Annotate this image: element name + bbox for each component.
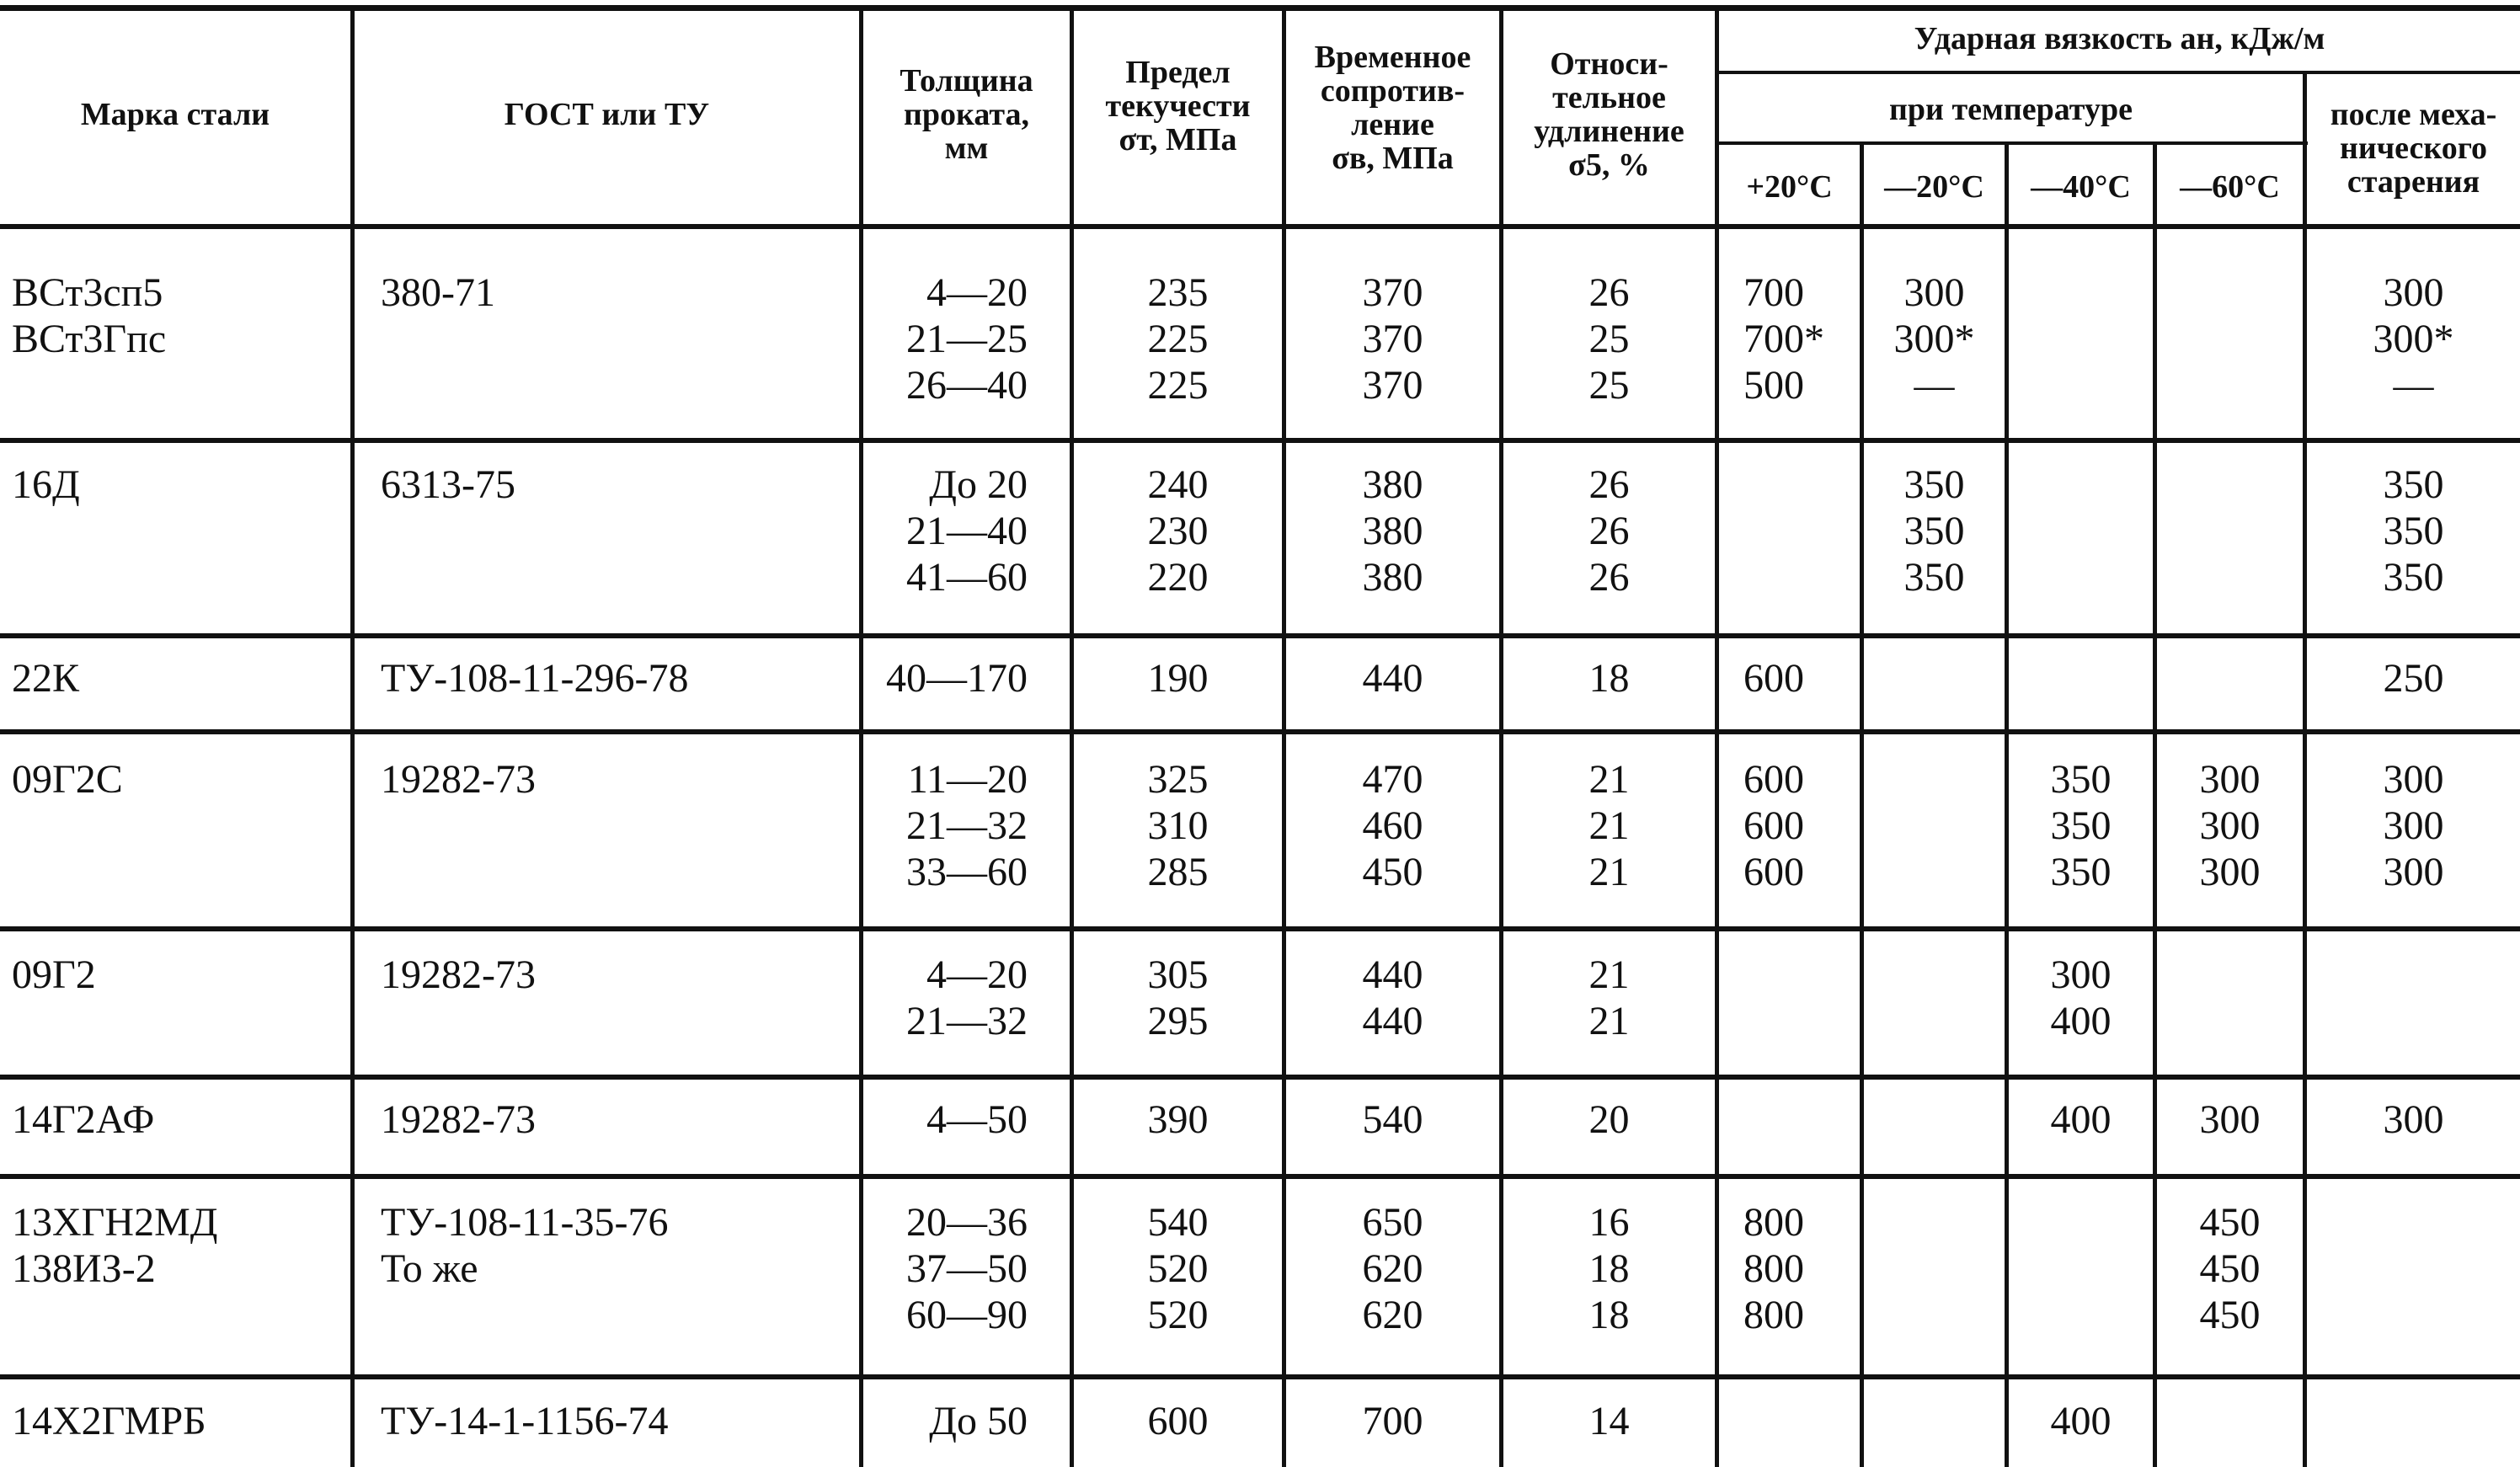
cell-value: 390	[1147, 1097, 1209, 1142]
cell-value: 09Г2С	[12, 757, 123, 802]
cell-value: ТУ-14-1-1156-74	[381, 1399, 669, 1443]
cell-value: 300*	[2373, 317, 2454, 361]
cell-value: 300	[2199, 850, 2261, 894]
cell-value: 520	[1147, 1246, 1209, 1291]
cell-thickness	[868, 756, 1028, 895]
cell-t20	[1743, 269, 1853, 408]
cell-value: 350	[2383, 462, 2444, 507]
cell-value: ТУ-108-11-35-76	[381, 1200, 669, 1245]
cell-tm40	[2009, 756, 2153, 895]
cell-value: 450	[2199, 1200, 2261, 1245]
cell-aging	[2307, 461, 2520, 600]
cell-value: 325	[1147, 757, 1209, 802]
impact-header-rule	[1718, 71, 2520, 74]
cell-value: 540	[1362, 1097, 1423, 1142]
cell-value: ТУ-108-11-296-78	[381, 656, 689, 701]
cell-value: 19282-73	[381, 1097, 536, 1142]
header-line: тельное	[1552, 80, 1666, 115]
cell-value: 21—25	[906, 317, 1028, 361]
cell-value: 310	[1147, 803, 1209, 848]
header-line: сопротив-	[1320, 73, 1466, 109]
cell-value: 540	[1147, 1200, 1209, 1245]
cell-thickness	[868, 461, 1028, 600]
cell-value: 21—32	[906, 803, 1028, 848]
cell-tm60	[2157, 1096, 2303, 1143]
cell-value: 600	[1147, 1399, 1209, 1443]
cell-value: 800	[1743, 1200, 1804, 1245]
cell-value: 300	[2050, 952, 2112, 997]
cell-value: ВСт3сп5	[12, 270, 163, 315]
cell-value: 33—60	[906, 850, 1028, 894]
header-at-temperature: при температуре	[1889, 92, 2133, 127]
cell-tm20	[1864, 269, 2005, 408]
cell-tensile	[1286, 1398, 1499, 1444]
cell-value: 305	[1147, 952, 1209, 997]
cell-value: 370	[1362, 363, 1423, 408]
cell-value: 21—32	[906, 999, 1028, 1043]
cell-value: 460	[1362, 803, 1423, 848]
cell-value: 4—20	[926, 270, 1028, 315]
cell-aging	[2307, 655, 2520, 701]
cell-gost	[381, 1096, 852, 1143]
cell-elongation	[1503, 1199, 1715, 1338]
cell-value: 370	[1362, 270, 1423, 315]
cell-value: 26	[1588, 270, 1630, 315]
cell-value: 350	[2050, 757, 2112, 802]
cell-thickness	[868, 1199, 1028, 1338]
cell-value: 225	[1147, 317, 1209, 361]
cell-value: 450	[2199, 1246, 2261, 1291]
header-thickness	[863, 64, 1070, 165]
cell-value: 40—170	[886, 656, 1028, 701]
cell-value: 16	[1588, 1200, 1630, 1245]
cell-value: До 20	[929, 462, 1028, 507]
header-steel-grade: Марка стали	[80, 97, 270, 132]
header-temp-minus20: —20°C	[1884, 169, 1984, 205]
cell-value: ВСт3Гпс	[12, 317, 167, 361]
cell-elongation	[1503, 1096, 1715, 1143]
cell-value: 20	[1588, 1097, 1630, 1142]
cell-tensile	[1286, 952, 1499, 1044]
cell-value: 800	[1743, 1246, 1804, 1291]
cell-tensile	[1286, 461, 1499, 600]
cell-value: 350	[1903, 462, 1965, 507]
header-line: текучести	[1105, 88, 1251, 124]
cell-yield	[1074, 269, 1282, 408]
cell-value: 18	[1588, 1246, 1630, 1291]
cell-thickness	[868, 952, 1028, 1044]
cell-tm40	[2009, 952, 2153, 1044]
row-rule	[0, 1174, 2520, 1179]
cell-value: 295	[1147, 999, 1209, 1043]
row-rule	[0, 438, 2520, 443]
column-rule	[859, 8, 863, 1467]
cell-thickness	[868, 655, 1028, 701]
header-line: Толщина	[900, 63, 1033, 99]
cell-value: 60—90	[906, 1293, 1028, 1337]
header-line: после меха-	[2330, 97, 2497, 132]
header-line: удлинение	[1534, 114, 1684, 149]
cell-value: 19282-73	[381, 757, 536, 802]
header-line: Относи-	[1550, 46, 1668, 82]
cell-value: 500	[1743, 363, 1804, 408]
cell-value: 21	[1588, 952, 1630, 997]
cell-value: До 50	[929, 1399, 1028, 1443]
cell-value: То же	[381, 1246, 478, 1291]
cell-value: 300	[2383, 803, 2444, 848]
cell-grade	[12, 1398, 344, 1444]
header-line: σ5, %	[1568, 147, 1650, 183]
cell-gost	[381, 952, 852, 998]
cell-value: 370	[1362, 317, 1423, 361]
cell-value: 26	[1588, 462, 1630, 507]
header-yield-strength	[1074, 56, 1282, 157]
cell-value: 21	[1588, 850, 1630, 894]
header-line: Предел	[1125, 55, 1231, 90]
cell-value: 25	[1588, 317, 1630, 361]
temperature-header-rule	[1718, 141, 2308, 145]
cell-value: 300	[2383, 1097, 2444, 1142]
cell-yield	[1074, 1199, 1282, 1338]
cell-yield	[1074, 952, 1282, 1044]
cell-value: 4—20	[926, 952, 1028, 997]
cell-value: 14Г2АФ	[12, 1097, 155, 1142]
cell-t20	[1743, 756, 1853, 895]
header-temp-minus40: —40°C	[2031, 169, 2131, 205]
cell-value: 300	[2383, 757, 2444, 802]
cell-value: 250	[2383, 656, 2444, 701]
cell-aging	[2307, 756, 2520, 895]
cell-tm40	[2009, 1096, 2153, 1143]
cell-elongation	[1503, 952, 1715, 1044]
cell-gost	[381, 269, 852, 316]
cell-value: 650	[1362, 1200, 1423, 1245]
header-line: проката,	[904, 97, 1029, 132]
cell-value: 19282-73	[381, 952, 536, 997]
cell-value: 240	[1147, 462, 1209, 507]
cell-elongation	[1503, 655, 1715, 701]
column-rule	[350, 8, 355, 1467]
cell-value: 470	[1362, 757, 1423, 802]
cell-value: 700*	[1743, 317, 1824, 361]
cell-value: 190	[1147, 656, 1209, 701]
cell-value: 13ХГН2МД	[12, 1200, 218, 1245]
cell-tensile	[1286, 1199, 1499, 1338]
cell-value: 350	[2050, 850, 2112, 894]
cell-value: 21—40	[906, 509, 1028, 553]
cell-value: 11—20	[907, 757, 1028, 802]
cell-value: 440	[1362, 999, 1423, 1043]
cell-value: 6313-75	[381, 462, 515, 507]
cell-value: 26	[1588, 509, 1630, 553]
cell-value: 18	[1588, 1293, 1630, 1337]
cell-value: 700	[1743, 270, 1804, 315]
header-temp-minus60: —60°C	[2180, 169, 2280, 205]
cell-grade	[12, 269, 344, 362]
cell-value: 300*	[1893, 317, 1975, 361]
cell-gost	[381, 461, 852, 508]
header-line: нического	[2339, 131, 2488, 166]
cell-value: 14	[1588, 1399, 1630, 1443]
cell-value: 600	[1743, 656, 1804, 701]
cell-grade	[12, 1096, 344, 1143]
cell-value: 09Г2	[12, 952, 96, 997]
cell-value: 300	[2199, 803, 2261, 848]
cell-gost	[381, 756, 852, 803]
cell-thickness	[868, 269, 1028, 408]
cell-value: 20—36	[906, 1200, 1028, 1245]
cell-value: 440	[1362, 656, 1423, 701]
cell-aging	[2307, 1096, 2520, 1143]
cell-elongation	[1503, 756, 1715, 895]
cell-t20	[1743, 1199, 1853, 1338]
cell-value: 400	[2050, 1097, 2112, 1142]
cell-value: 37—50	[906, 1246, 1028, 1291]
cell-yield	[1074, 655, 1282, 701]
cell-value: 380-71	[381, 270, 495, 315]
row-rule	[0, 1075, 2520, 1080]
cell-tensile	[1286, 269, 1499, 408]
cell-value: 350	[2383, 509, 2444, 553]
cell-elongation	[1503, 461, 1715, 600]
cell-value: 380	[1362, 509, 1423, 553]
cell-value: 22К	[12, 656, 80, 701]
cell-value: 230	[1147, 509, 1209, 553]
cell-grade	[12, 1199, 344, 1292]
cell-gost	[381, 655, 852, 701]
header-line: σт, МПа	[1119, 122, 1237, 157]
cell-value: 380	[1362, 462, 1423, 507]
cell-value: 285	[1147, 850, 1209, 894]
cell-grade	[12, 756, 344, 803]
cell-tm40	[2009, 1398, 2153, 1444]
header-gost: ГОСТ или ТУ	[504, 97, 710, 132]
cell-grade	[12, 952, 344, 998]
header-line: мм	[944, 131, 989, 166]
cell-value: 800	[1743, 1293, 1804, 1337]
cell-value: 21	[1588, 999, 1630, 1043]
cell-tensile	[1286, 1096, 1499, 1143]
cell-value: 300	[1903, 270, 1965, 315]
cell-elongation	[1503, 1398, 1715, 1444]
cell-value: 16Д	[12, 462, 80, 507]
cell-tm20	[1864, 461, 2005, 600]
cell-value: 350	[2383, 555, 2444, 600]
header-temp-plus20: +20°C	[1746, 169, 1833, 205]
cell-value: 25	[1588, 363, 1630, 408]
row-rule	[0, 633, 2520, 638]
row-rule	[0, 729, 2520, 734]
cell-value: 4—50	[926, 1097, 1028, 1142]
cell-tensile	[1286, 756, 1499, 895]
cell-yield	[1074, 461, 1282, 600]
cell-value: 300	[2383, 270, 2444, 315]
header-line: старения	[2346, 164, 2480, 200]
header-line: Временное	[1314, 40, 1471, 75]
cell-aging	[2307, 269, 2520, 408]
cell-yield	[1074, 1096, 1282, 1143]
header-impact-toughness: Ударная вязкость aн, кДж/м	[1914, 21, 2325, 56]
cell-value: 380	[1362, 555, 1423, 600]
row-rule	[0, 926, 2520, 931]
cell-yield	[1074, 756, 1282, 895]
cell-yield	[1074, 1398, 1282, 1444]
cell-value: 21	[1588, 757, 1630, 802]
cell-elongation	[1503, 269, 1715, 408]
cell-value: 14Х2ГМРБ	[12, 1399, 206, 1443]
cell-gost	[381, 1398, 852, 1444]
cell-value: 350	[1903, 509, 1965, 553]
cell-value: 21	[1588, 803, 1630, 848]
cell-value: 350	[1903, 555, 1965, 600]
cell-value: 350	[2050, 803, 2112, 848]
cell-value: 225	[1147, 363, 1209, 408]
column-rule	[1715, 8, 1719, 1467]
cell-grade	[12, 655, 344, 701]
cell-grade	[12, 461, 344, 508]
cell-tm60	[2157, 756, 2303, 895]
cell-thickness	[868, 1398, 1028, 1444]
cell-value: 600	[1743, 850, 1804, 894]
header-after-aging	[2307, 98, 2520, 199]
cell-value: 450	[1362, 850, 1423, 894]
header-tensile-strength	[1286, 40, 1499, 175]
cell-value: —	[2393, 363, 2434, 408]
cell-value: 400	[2050, 1399, 2112, 1443]
cell-value: 26—40	[906, 363, 1028, 408]
cell-value: 450	[2199, 1293, 2261, 1337]
cell-value: 440	[1362, 952, 1423, 997]
cell-value: 220	[1147, 555, 1209, 600]
cell-tm60	[2157, 1199, 2303, 1338]
cell-value: 600	[1743, 757, 1804, 802]
row-rule	[0, 1374, 2520, 1379]
cell-value: 18	[1588, 656, 1630, 701]
cell-value: 300	[2199, 757, 2261, 802]
cell-gost	[381, 1199, 852, 1292]
header-bottom-rule	[0, 224, 2520, 229]
cell-value: 26	[1588, 555, 1630, 600]
cell-value: 400	[2050, 999, 2112, 1043]
header-line: σв, МПа	[1332, 141, 1454, 176]
cell-value: 235	[1147, 270, 1209, 315]
cell-value: 300	[2383, 850, 2444, 894]
cell-value: 620	[1362, 1293, 1423, 1337]
cell-value: 138ИЗ-2	[12, 1246, 156, 1291]
cell-tensile	[1286, 655, 1499, 701]
cell-thickness	[868, 1096, 1028, 1143]
table-top-rule	[0, 5, 2520, 11]
cell-t20	[1743, 655, 1853, 701]
cell-value: 700	[1362, 1399, 1423, 1443]
cell-value: 41—60	[906, 555, 1028, 600]
cell-value: 300	[2199, 1097, 2261, 1142]
header-elongation	[1503, 47, 1715, 182]
cell-value: 520	[1147, 1293, 1209, 1337]
cell-value: —	[1914, 363, 1955, 408]
cell-value: 620	[1362, 1246, 1423, 1291]
header-line: ление	[1351, 107, 1434, 142]
cell-value: 600	[1743, 803, 1804, 848]
